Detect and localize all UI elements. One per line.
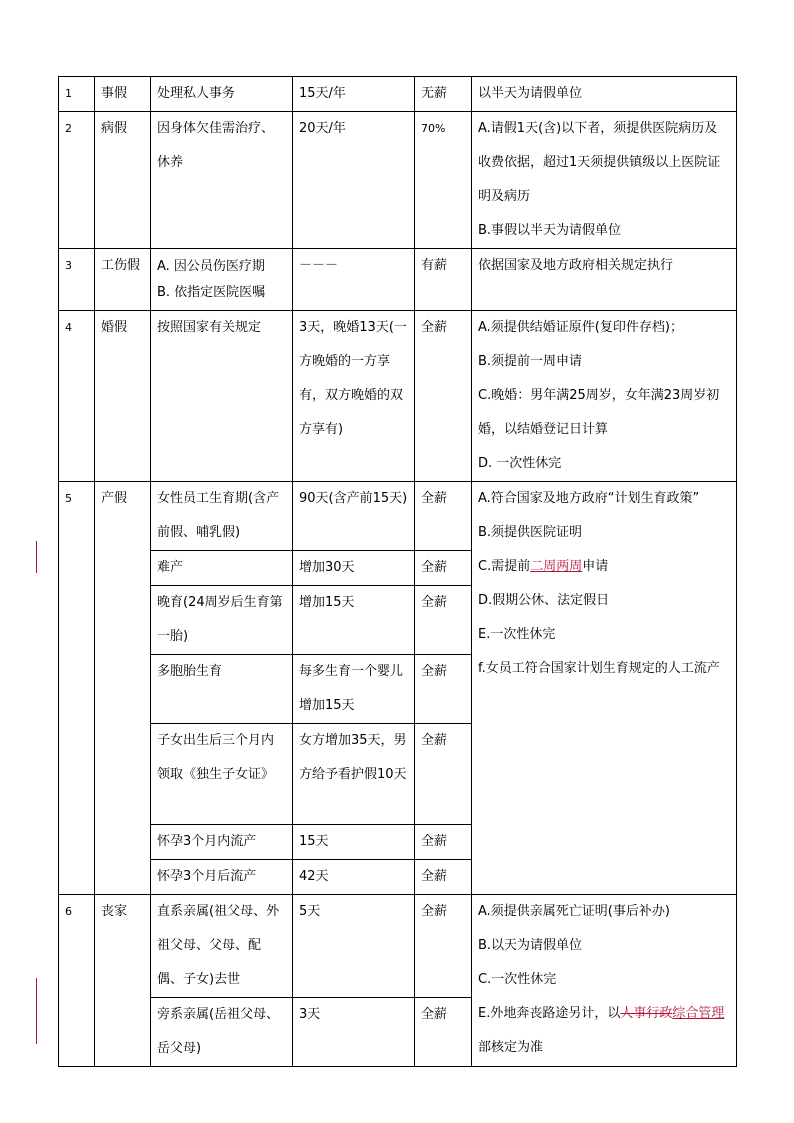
revision-insert: 综合管理 bbox=[672, 1006, 725, 1021]
leave-days: 20天/年 bbox=[293, 112, 415, 249]
leave-days: 15天/年 bbox=[293, 77, 415, 112]
leave-pay: 全薪 bbox=[415, 655, 472, 724]
leave-days: 3天 bbox=[293, 998, 415, 1067]
leave-pay: 全薪 bbox=[415, 895, 472, 998]
note-item bbox=[478, 997, 730, 1065]
leave-days: 15天 bbox=[293, 825, 415, 860]
note-item: f.女员工符合国家计划生育规定的人工流产 bbox=[478, 661, 720, 676]
note-item: A.须提供亲属死亡证明(事后补办) bbox=[478, 904, 670, 919]
leave-reason: 处理私人事务 bbox=[151, 77, 293, 112]
note-item bbox=[478, 550, 730, 584]
leave-days: 增加15天 bbox=[293, 586, 415, 655]
leave-note bbox=[472, 482, 737, 895]
leave-pay: 全薪 bbox=[415, 586, 472, 655]
revision-delete: 人事行政 bbox=[620, 1006, 673, 1021]
leave-note: 依据国家及地方政府相关规定执行 bbox=[472, 249, 737, 311]
table-row bbox=[59, 77, 737, 112]
row-number: 6 bbox=[59, 895, 95, 1067]
leave-reason: 怀孕3个月内流产 bbox=[151, 825, 293, 860]
leave-pay: 全薪 bbox=[415, 724, 472, 825]
reason-line: A. 因公员伤医疗期 bbox=[157, 259, 265, 274]
leave-days: 每多生育一个婴儿增加15天 bbox=[293, 655, 415, 724]
note-item: D. 一次性休完 bbox=[478, 456, 562, 471]
leave-pay: 全薪 bbox=[415, 860, 472, 895]
leave-note bbox=[472, 895, 737, 1067]
leave-reason: 怀孕3个月后流产 bbox=[151, 860, 293, 895]
note-item: A.符合国家及地方政府“计划生育政策” bbox=[478, 491, 700, 506]
table-row bbox=[59, 311, 737, 482]
leave-days: 女方增加35天，男方给予看护假10天 bbox=[293, 724, 415, 825]
leave-days: 增加30天 bbox=[293, 551, 415, 586]
table-row bbox=[59, 895, 737, 998]
note-item: B.以天为请假单位 bbox=[478, 938, 583, 953]
note-item: B.须提前一周申请 bbox=[478, 354, 583, 369]
leave-type: 事假 bbox=[95, 77, 151, 112]
leave-note bbox=[472, 311, 737, 482]
note-text: 申请 bbox=[582, 559, 609, 574]
leave-type: 丧家 bbox=[95, 895, 151, 1067]
row-number: 4 bbox=[59, 311, 95, 482]
leave-note bbox=[472, 112, 737, 249]
leave-pay: 全薪 bbox=[415, 998, 472, 1067]
note-item: A.请假1天(含)以下者，须提供医院病历及收费依据，超过1天须提供镇级以上医院证明及病历 bbox=[478, 121, 721, 204]
note-text: 部核定为准 bbox=[478, 1040, 544, 1055]
leave-reason: 因身体欠佳需治疗、休养 bbox=[151, 112, 293, 249]
leave-reason: 直系亲属(祖父母、外祖父母、父母、配偶、子女)去世 bbox=[151, 895, 293, 998]
leave-days: 42天 bbox=[293, 860, 415, 895]
leave-pay: 有薪 bbox=[415, 249, 472, 311]
leave-reason: 女性员工生育期(含产前假、哺乳假) bbox=[151, 482, 293, 551]
leave-days: 5天 bbox=[293, 895, 415, 998]
leave-reason bbox=[151, 249, 293, 311]
leave-reason: 晚育(24周岁后生育第一胎) bbox=[151, 586, 293, 655]
note-text: E.外地奔丧路途另计，以 bbox=[478, 1006, 621, 1021]
leave-type: 工伤假 bbox=[95, 249, 151, 311]
leave-days: 90天(含产前15天) bbox=[293, 482, 415, 551]
leave-reason: 旁系亲属(岳祖父母、岳父母) bbox=[151, 998, 293, 1067]
note-item: E.一次性休完 bbox=[478, 627, 556, 642]
leave-pay: 70% bbox=[415, 112, 472, 249]
row-number: 3 bbox=[59, 249, 95, 311]
note-text: C.需提前 bbox=[478, 559, 531, 574]
table-row bbox=[59, 112, 737, 249]
row-number: 1 bbox=[59, 77, 95, 112]
note-item: C.晚婚：男年满25周岁，女年满23周岁初婚，以结婚登记日计算 bbox=[478, 388, 720, 437]
note-item: A.须提供结婚证原件(复印件存档)； bbox=[478, 320, 683, 335]
reason-line: B. 依指定医院医嘱 bbox=[157, 285, 266, 300]
leave-reason: 难产 bbox=[151, 551, 293, 586]
leave-reason: 按照国家有关规定 bbox=[151, 311, 293, 482]
revision-bar bbox=[36, 978, 37, 1044]
leave-note: 以半天为请假单位 bbox=[472, 77, 737, 112]
table-row bbox=[59, 482, 737, 551]
leave-days: 3天，晚婚13天(一方晚婚的一方享有，双方晚婚的双方享有) bbox=[293, 311, 415, 482]
note-item: B.事假以半天为请假单位 bbox=[478, 223, 622, 238]
row-number: 2 bbox=[59, 112, 95, 249]
leave-pay: 无薪 bbox=[415, 77, 472, 112]
note-item: D.假期公休、法定假日 bbox=[478, 593, 610, 608]
leave-reason: 子女出生后三个月内领取《独生子女证》 bbox=[151, 724, 293, 825]
note-item: B.须提供医院证明 bbox=[478, 525, 583, 540]
leave-type: 婚假 bbox=[95, 311, 151, 482]
table-row bbox=[59, 249, 737, 311]
row-number: 5 bbox=[59, 482, 95, 895]
leave-pay: 全薪 bbox=[415, 825, 472, 860]
leave-type: 病假 bbox=[95, 112, 151, 249]
leave-days: －－－ bbox=[293, 249, 415, 311]
leave-type: 产假 bbox=[95, 482, 151, 895]
leave-reason: 多胞胎生育 bbox=[151, 655, 293, 724]
leave-policy-table bbox=[58, 76, 737, 1067]
revision-insert: 二周两周 bbox=[530, 559, 583, 574]
leave-pay: 全薪 bbox=[415, 311, 472, 482]
revision-bar bbox=[36, 541, 37, 573]
leave-pay: 全薪 bbox=[415, 551, 472, 586]
leave-pay: 全薪 bbox=[415, 482, 472, 551]
note-item: C.一次性休完 bbox=[478, 972, 557, 987]
